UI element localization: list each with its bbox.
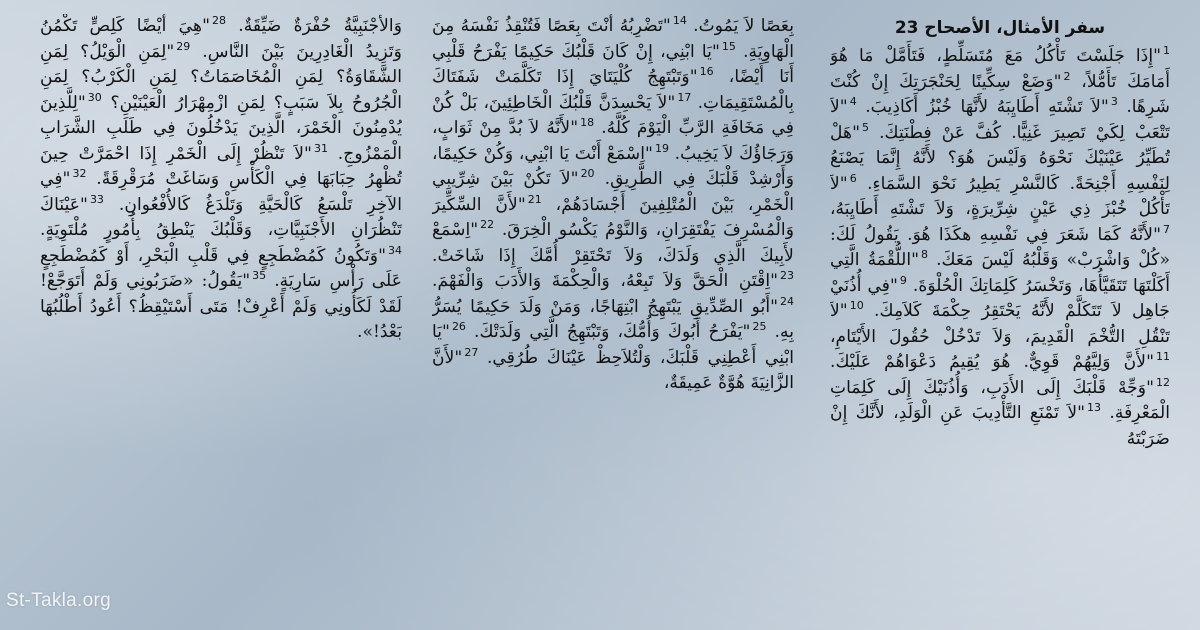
verse-text: "وَتَكُونُ كَمُضْطَجِعٍ فِي قَلْبِ الْبَحْرِ، أَوْ كَمُضْطَجِعٍ عَلَى رَأْسِ سَارِيَةٍ.	[40, 245, 402, 291]
verse-text: "لِمَنِ الْوَيْلُ؟ لِمَنِ الشَّقَاوَةُ؟ لِمَنِ الْمُخَاصَمَاتُ؟ لِمَنِ الْكَرْبُ؟ لِمَنِ الْجُرُوحُ بِلاَ سَبَبٍ؟ لِمَنِ ازْمِهْرَارُ الْعَيْنَيْنِ؟	[40, 41, 402, 113]
verses-list	[432, 14, 794, 397]
verse-number: 20	[580, 167, 595, 181]
verse-text: "يَقُولُ: «ضَرَبُونِي وَلَمْ أَتَوَجَّعْ! لَقَدْ لَكَأُونِي وَلَمْ أَعْرِفْ! مَتَى أَسْتَيْقِظُ؟ أَعُودُ أَطْلُبُهَا بَعْدُ!».	[40, 271, 402, 342]
text-column-middle	[432, 14, 794, 616]
verse-number: 14	[672, 14, 687, 28]
verse-text: "يَفْرَحُ أَبُوكَ وَأُمُّكَ، وَتَبْتَهِجُ الَّتِي وَلَدَتْكَ.	[474, 322, 751, 342]
verse-number: 7	[1163, 222, 1170, 236]
verse-number: 13	[1087, 401, 1102, 415]
verse	[865, 97, 1118, 117]
verse-number: 29	[176, 39, 191, 53]
verses-list	[40, 14, 402, 346]
verse-text: "اِسْمَعْ أَنْتَ يَا ابْنِي، وَكُنْ حَكِيمًا، وَأَرْشِدْ قَلْبَكَ فِي الطَّرِيقِ.	[432, 143, 794, 189]
verse-number: 25	[752, 320, 767, 334]
verse-number: 35	[252, 269, 267, 283]
verse-text: "لأَنَّهُ لاَ بُدَّ مِنْ ثَوَابٍ، وَرَجَاؤُكَ لاَ يَخِيبُ.	[432, 118, 794, 164]
verse-number: 26	[451, 320, 466, 334]
verse-text: "اِقْتَنِ الْحَقَّ وَلاَ تَبِعْهُ، وَالْحِكْمَةَ وَالأَدَبَ وَالْفَهْمَ.	[432, 271, 778, 291]
verse-number: 31	[313, 141, 328, 155]
verse-text: "اللُّقْمَةُ الَّتِي أَكَلْتَهَا تَتَقَيَّأُهَا، وَتَخْسَرُ كَلِمَاتِكَ الْحُلْوَةَ.	[830, 250, 1170, 296]
verse-text: "هِيَ أَيْضًا كَلِصٍّ تَكْمُنُ وَتَزِيدُ الْغَادِرِينَ بَيْنَ النَّاسِ.	[40, 16, 402, 62]
verse-text: "لاَ تَشْتَهِ أَطَايِبَهُ لأَنَّهَا خُبْزُ أَكَاذِيبَ.	[865, 97, 1109, 117]
verse-text: "وَضَعْ سِكِّينًا لِحَنْجَرَتِكَ إِنْ كُنْتَ شَرِهًا.	[830, 71, 1170, 117]
verse-number: 8	[921, 248, 929, 262]
verse-text: "أَبُو الصِّدِّيقِ يَبْتَهِجُ ابْتِهَاجًا، وَمَنْ وَلَدَ حَكِيمًا يُسَرُّ بِهِ.	[432, 296, 794, 342]
verse-text: وَالأَجْنَبِيَّةُ حُفْرَةٌ ضَيِّقَةٌ.	[238, 16, 402, 36]
verse	[693, 16, 794, 36]
verse-text: "فِي الآخِرِ تَلْسَعُ كَالْحَيَّةِ وَتَلْدَغُ كَالأُفْعُوانِ.	[40, 169, 402, 215]
verse-number: 10	[849, 299, 864, 313]
verse-number: 3	[1110, 95, 1118, 109]
site-watermark: St-Takla.org	[6, 590, 111, 611]
verse-text: بِعَصًا لاَ يَمُوتُ.	[693, 16, 794, 36]
verse-number: 15	[721, 39, 736, 53]
verse-text: "وَجِّهْ قَلْبَكَ إِلَى الأَدَبِ، وَأُذُنَيْكَ إِلَى كَلِمَاتِ الْمَعْرِفَةِ.	[830, 377, 1170, 423]
verse	[474, 322, 766, 342]
verse-text: "لاَ تَتْعَبْ لِكَيْ تَصِيرَ غَنِيًّا. كُفَّ عَنْ فِطْنَتِكَ.	[830, 97, 1170, 143]
verse-text: "لاَ تَأْكُلْ خُبْزَ ذِي عَيْنٍ شِرِّيرَةٍ، وَلاَ تَشْتَهِ أَطَايِبَهُ،	[830, 173, 1170, 219]
verse-number: 28	[211, 14, 226, 28]
verse	[432, 271, 794, 291]
verse-number: 17	[677, 90, 692, 104]
verse-number: 18	[580, 116, 595, 130]
verse-number: 1	[1163, 44, 1170, 58]
verse-text: "عَيْنَاكَ تَنْظُرَانِ الأَجْنَبِيَّاتِ، وَقَلْبُكَ يَنْطِقُ بِأُمُورٍ مُلْتَوِيَةٍ.	[40, 194, 402, 240]
verse-number: 11	[1156, 350, 1170, 364]
verse-text: "يَا ابْنِي أَعْطِنِي قَلْبَكَ، وَلْتُلاَحِظْ عَيْنَاكَ طُرُقِي.	[432, 322, 794, 368]
verse-text: "لاَ تَمْنَعِ التَّأْدِيبَ عَنِ الْوَلَدِ، لأَنَّكَ إِنْ ضَرَبْتَهُ	[830, 403, 1170, 449]
verse-number: 2	[1063, 69, 1071, 83]
verse-text: "إِذَا جَلَسْتَ تَأْكُلُ مَعَ مُتَسَلِّطٍ، فَتَأَمَّلْ مَا هُوَ أَمَامَكَ تَأَمُّلاً،	[830, 46, 1170, 92]
verse-number: 4	[849, 95, 857, 109]
verse-number: 9	[899, 273, 907, 287]
verse-text: "لأَنَّ السِّكِّيرَ وَالْمُسْرِفَ يَفْتَقِرَانِ، وَالنَّوْمُ يَكْسُو الْخِرَقَ.	[432, 194, 794, 240]
verse-number: 30	[87, 90, 102, 104]
text-column-right	[830, 14, 1170, 616]
verse-number: 34	[388, 243, 402, 257]
verse-text: "لاَ تَنْظُرْ إِلَى الْخَمْرِ إِذَا احْمَرَّتْ حِينَ تُظْهِرُ حِبَابَهَا فِي الْكَأْسِ وَسَاغَتْ مُرَقْرِقَةً.	[40, 143, 402, 189]
verse-text: "لأَنَّهُ كَمَا شَعَرَ فِي نَفْسِهِ هكَذَا هُوَ. يَقُولُ لَكَ: «كُلْ وَاشْرَبْ» وَقَلْبُهُ لَيْسَ مَعَكَ.	[830, 224, 1170, 270]
verse-text: "يَا ابْنِي، إِنْ كَانَ قَلْبُكَ حَكِيمًا يَفْرَحُ قَلْبِي أَنَا أَيْضًا،	[432, 41, 794, 87]
verse-number: 32	[72, 167, 87, 181]
verse-number: 22	[480, 218, 495, 232]
verse-number: 21	[527, 192, 542, 206]
verse-text: "تَضْرِبُهُ أَنْتَ بِعَصًا فَتُنْقِذُ نَفْسَهُ مِنَ الْهَاوِيَةِ.	[432, 16, 794, 62]
verse	[238, 16, 402, 36]
verse-text: "لأَنَّ الزَّانِيَةَ هُوَّةٌ عَمِيقَةٌ،	[432, 347, 794, 393]
verse-text: "لاَ يَحْسِدَنَّ قَلْبُكَ الْخَاطِئِينَ، بَلْ كُنْ فِي مَخَافَةِ الرَّبِّ الْيَوْمَ كُلَّهُ.	[432, 92, 794, 138]
verse-text: "لِلَّذِينَ يُدْمِنُونَ الْخَمْرَ، الَّذِينَ يَدْخُلُونَ فِي طَلَبِ الشَّرَابِ الْمَمْزُوجِ.	[40, 92, 402, 164]
verse-text: "لاَ تَكُنْ بَيْنَ شِرِّيبِي الْخَمْرِ، بَيْنَ الْمُتْلِفِينَ أَجْسَادَهُمْ،	[432, 169, 794, 215]
text-column-left	[40, 14, 402, 616]
verse-number: 6	[849, 171, 857, 185]
verse-text: "وَتَبْتَهِجُ كُلْيَتَايَ إِذَا تَكَلَّمَتْ شَفَتَاكَ بِالْمُسْتَقِيمَاتِ.	[432, 67, 794, 113]
verse-text: "فِي أُذُنَيْ جَاهِل لاَ تَتَكَلَّمْ لأَنَّهُ يَحْتَقِرُ حِكْمَةَ كَلاَمِكَ.	[830, 275, 1170, 321]
verse-text: "لأَنَّ وَلِيَّهُمْ قَوِيٌّ. هُوَ يُقِيمُ دَعْوَاهُمْ عَلَيْكَ.	[830, 352, 1154, 372]
verse-number: 33	[89, 192, 104, 206]
chapter-title: سفر الأمثال، الأصحاح 23	[894, 18, 1106, 38]
verse-text: "لاَ تَنْقُلِ التُّخْمَ الْقَدِيمَ، وَلاَ تَدْخُلْ حُقُولَ الأَيْتَامِ،	[830, 301, 1170, 347]
verse-number: 12	[1156, 375, 1170, 389]
verse-number: 23	[780, 269, 794, 283]
verse-number: 5	[862, 120, 869, 134]
verse-text: "هَلْ تُطَيِّرُ عَيْنَيْكَ نَحْوَهُ وَلَيْسَ هُوَ؟ لأَنَّهُ إِنَّمَا يَصْنَعُ لِنَفْسِهِ أَجْنِحَةً. كَالنَّسْرِ يَطِيرُ نَحْوَ السَّمَاءِ.	[830, 122, 1170, 194]
verses-list	[830, 44, 1170, 452]
verse-number: 19	[654, 141, 669, 155]
verse-text: "اِسْمَعْ لأَبِيكَ الَّذِي وَلَدَكَ، وَلاَ تَحْتَقِرْ أُمَّكَ إِذَا شَاخَتْ.	[432, 220, 794, 266]
verse-number: 24	[780, 294, 794, 308]
verse-number: 16	[699, 65, 714, 79]
verse-number: 27	[464, 345, 479, 359]
verse	[830, 352, 1170, 372]
